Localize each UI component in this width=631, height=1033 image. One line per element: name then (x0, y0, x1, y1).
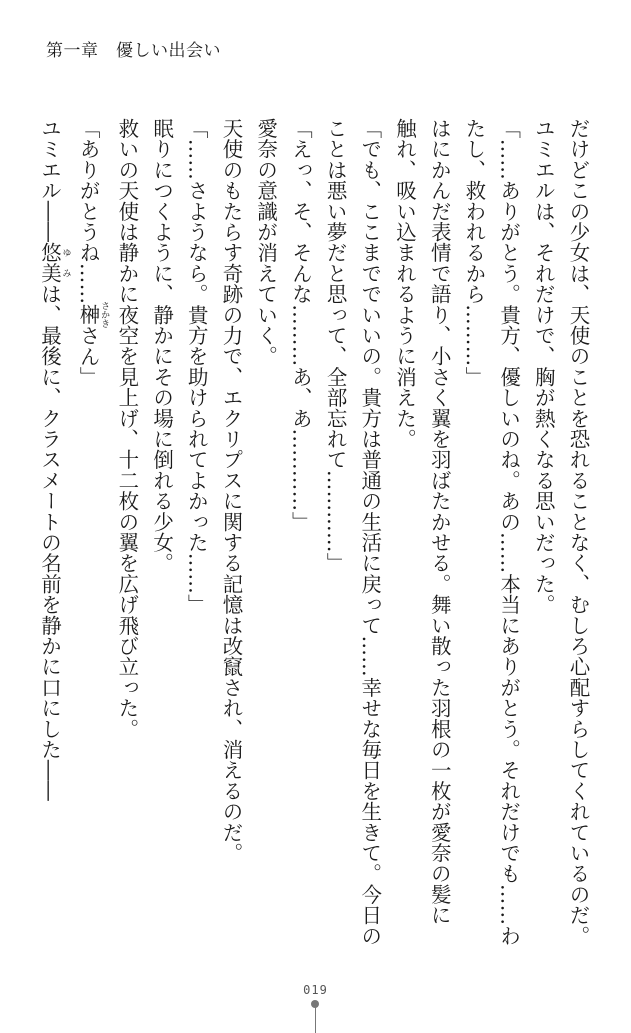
text-line: はにかんだ表情で語り、小さく翼を羽ばたかせる。舞い散った羽根の一枚が愛奈の髪に (427, 118, 452, 926)
text-line: ユミエルは、それだけで、胸が熱くなる思いだった。 (531, 118, 556, 615)
text-line: 天使のもたらす奇跡の力で、エクリプスに関する記憶は改竄され、消えるのだ。 (218, 118, 243, 864)
ruby-base: 悠美 (37, 242, 62, 284)
running-header (46, 36, 221, 61)
text-segment: は、最後に、クラスメートの名前を静かに口にした―― (37, 283, 62, 802)
text-line: 救いの天使は静かに夜空を見上げ、十二枚の翼を広げ飛び立った。 (114, 118, 139, 739)
chapter-title: 優しい出会い (116, 41, 221, 61)
chapter-number: 第一章 (46, 41, 99, 61)
text-line: 愛奈の意識が消えていく。 (253, 118, 278, 367)
page-number: 019 (303, 983, 328, 997)
page-marker-line (315, 1001, 316, 1033)
text-segment: さん」 (76, 325, 101, 388)
ruby-reading: さかき (99, 300, 110, 329)
novel-body-text (32, 118, 595, 946)
text-line: 「……さようなら。貴方を助けられてよかった……」 (184, 118, 209, 615)
text-line: 触れ、吸い込まれるように消えた。 (392, 118, 417, 450)
text-line-with-ruby (32, 118, 71, 938)
ruby-name-sakaki (76, 300, 110, 329)
text-line: ことは悪い夢だと思って、全部忘れて…………」 (323, 118, 348, 574)
text-segment: 「ありがとうね…… (76, 118, 101, 305)
ruby-name-yumi (37, 242, 71, 284)
text-line: 「……ありがとう。貴方、優しいのね。あの……本当にありがとう。それだけでも……わ (496, 118, 521, 946)
text-line: 「でも、ここまででいいの。貴方は普通の生活に戻って……幸せな毎日を生きて。今日の (357, 118, 382, 946)
text-line: たし、救われるから………」 (461, 118, 486, 388)
text-line-with-ruby (70, 118, 109, 938)
text-line: 眠りにつくように、静かにその場に倒れる少女。 (149, 118, 174, 574)
text-line: 「えっ、そ、そんな………あ、あ…………」 (288, 118, 313, 532)
ruby-base: 榊 (76, 300, 101, 329)
text-line: だけどこの少女は、天使のことを恐れることなく、むしろ心配すらしてくれているのだ。 (566, 118, 590, 946)
text-segment: ユミエル―― (37, 118, 62, 243)
ruby-reading: ゆみ (60, 242, 71, 284)
